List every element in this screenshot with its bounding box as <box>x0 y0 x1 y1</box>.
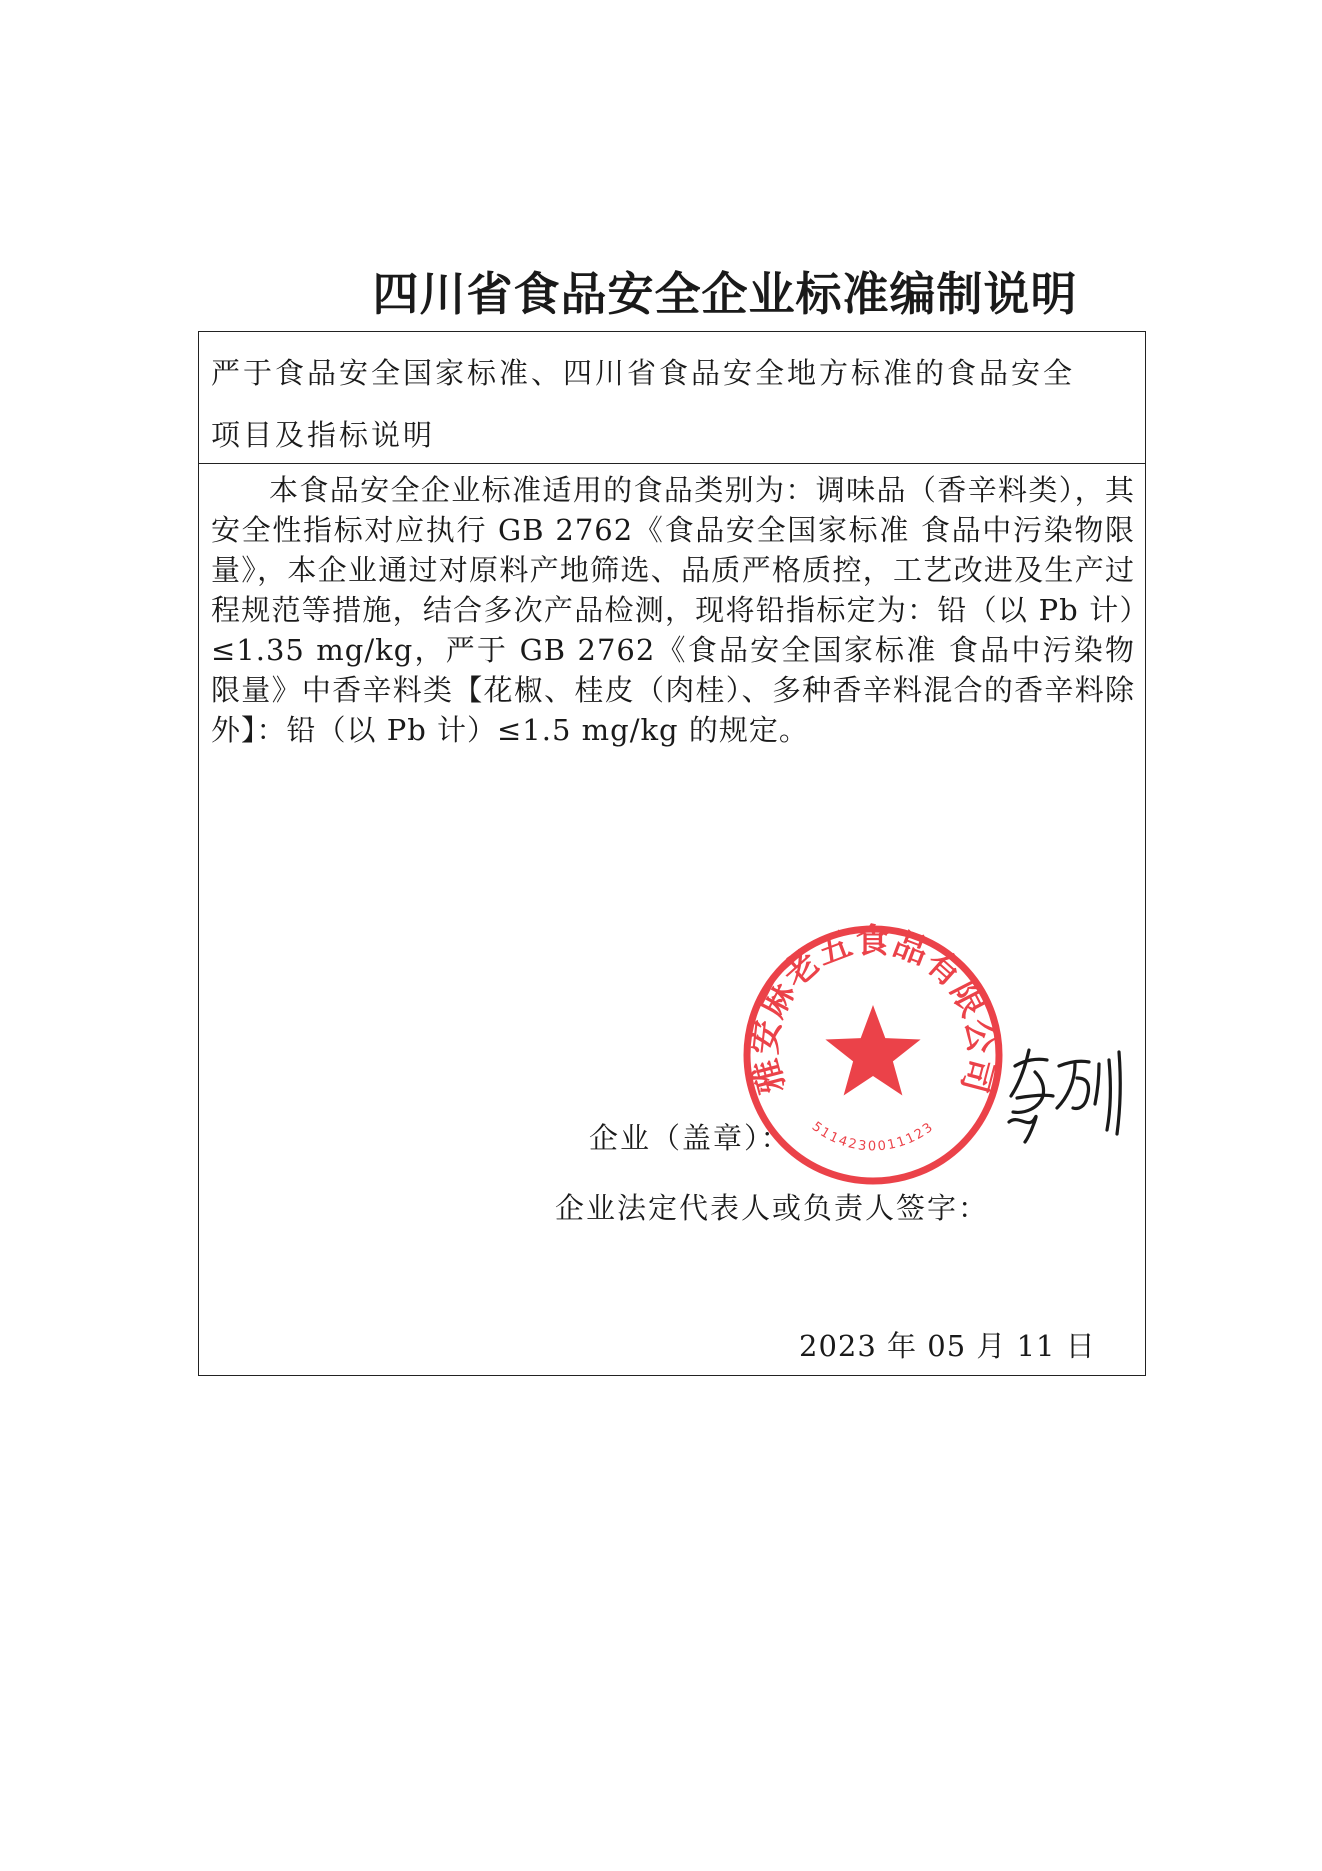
page-title: 四川省食品安全企业标准编制说明 <box>372 267 1078 321</box>
body-paragraph: 本食品安全企业标准适用的食品类别为：调味品（香辛料类），其安全性指标对应执行 GB 2762《食品安全国家标准 食品中污染物限量》，本企业通过对原料产地筛选、品质严格质控，工艺改进及生产过程规范等措施，结合多次产品检测，现将铅指标定为：铅（以 Pb 计）≤1.35 mg/kg，严于 GB 2762《食品安全国家标准 食品中污染物限量》中香辛料类【花椒、桂皮（肉桂）、多种香辛料混合的香辛料除外】：铅（以 Pb 计）≤1.5 mg/kg 的规定。 <box>211 473 1135 747</box>
document-date: 2023 年 05 月 11 日 <box>799 1329 1096 1363</box>
company-seal-stamp <box>738 920 1008 1190</box>
representative-signature-label: 企业法定代表人或负责人签字： <box>555 1191 990 1225</box>
document-table <box>198 331 1146 1376</box>
table-header-cell <box>199 332 1145 464</box>
seal-text: 雅安麻老五食品有限公司 <box>744 921 1002 1098</box>
header-line-2: 项目及指标说明 <box>211 418 436 452</box>
handwritten-signature <box>995 1038 1135 1148</box>
header-line-1: 严于食品安全国家标准、四川省食品安全地方标准的食品安全 <box>211 356 1076 390</box>
svg-text:5114230011123 <box>809 1119 937 1154</box>
company-seal-label: 企业（盖章）： <box>589 1121 792 1155</box>
seal-number: 5114230011123 <box>808 1119 938 1155</box>
seal-star-icon <box>825 1005 920 1096</box>
